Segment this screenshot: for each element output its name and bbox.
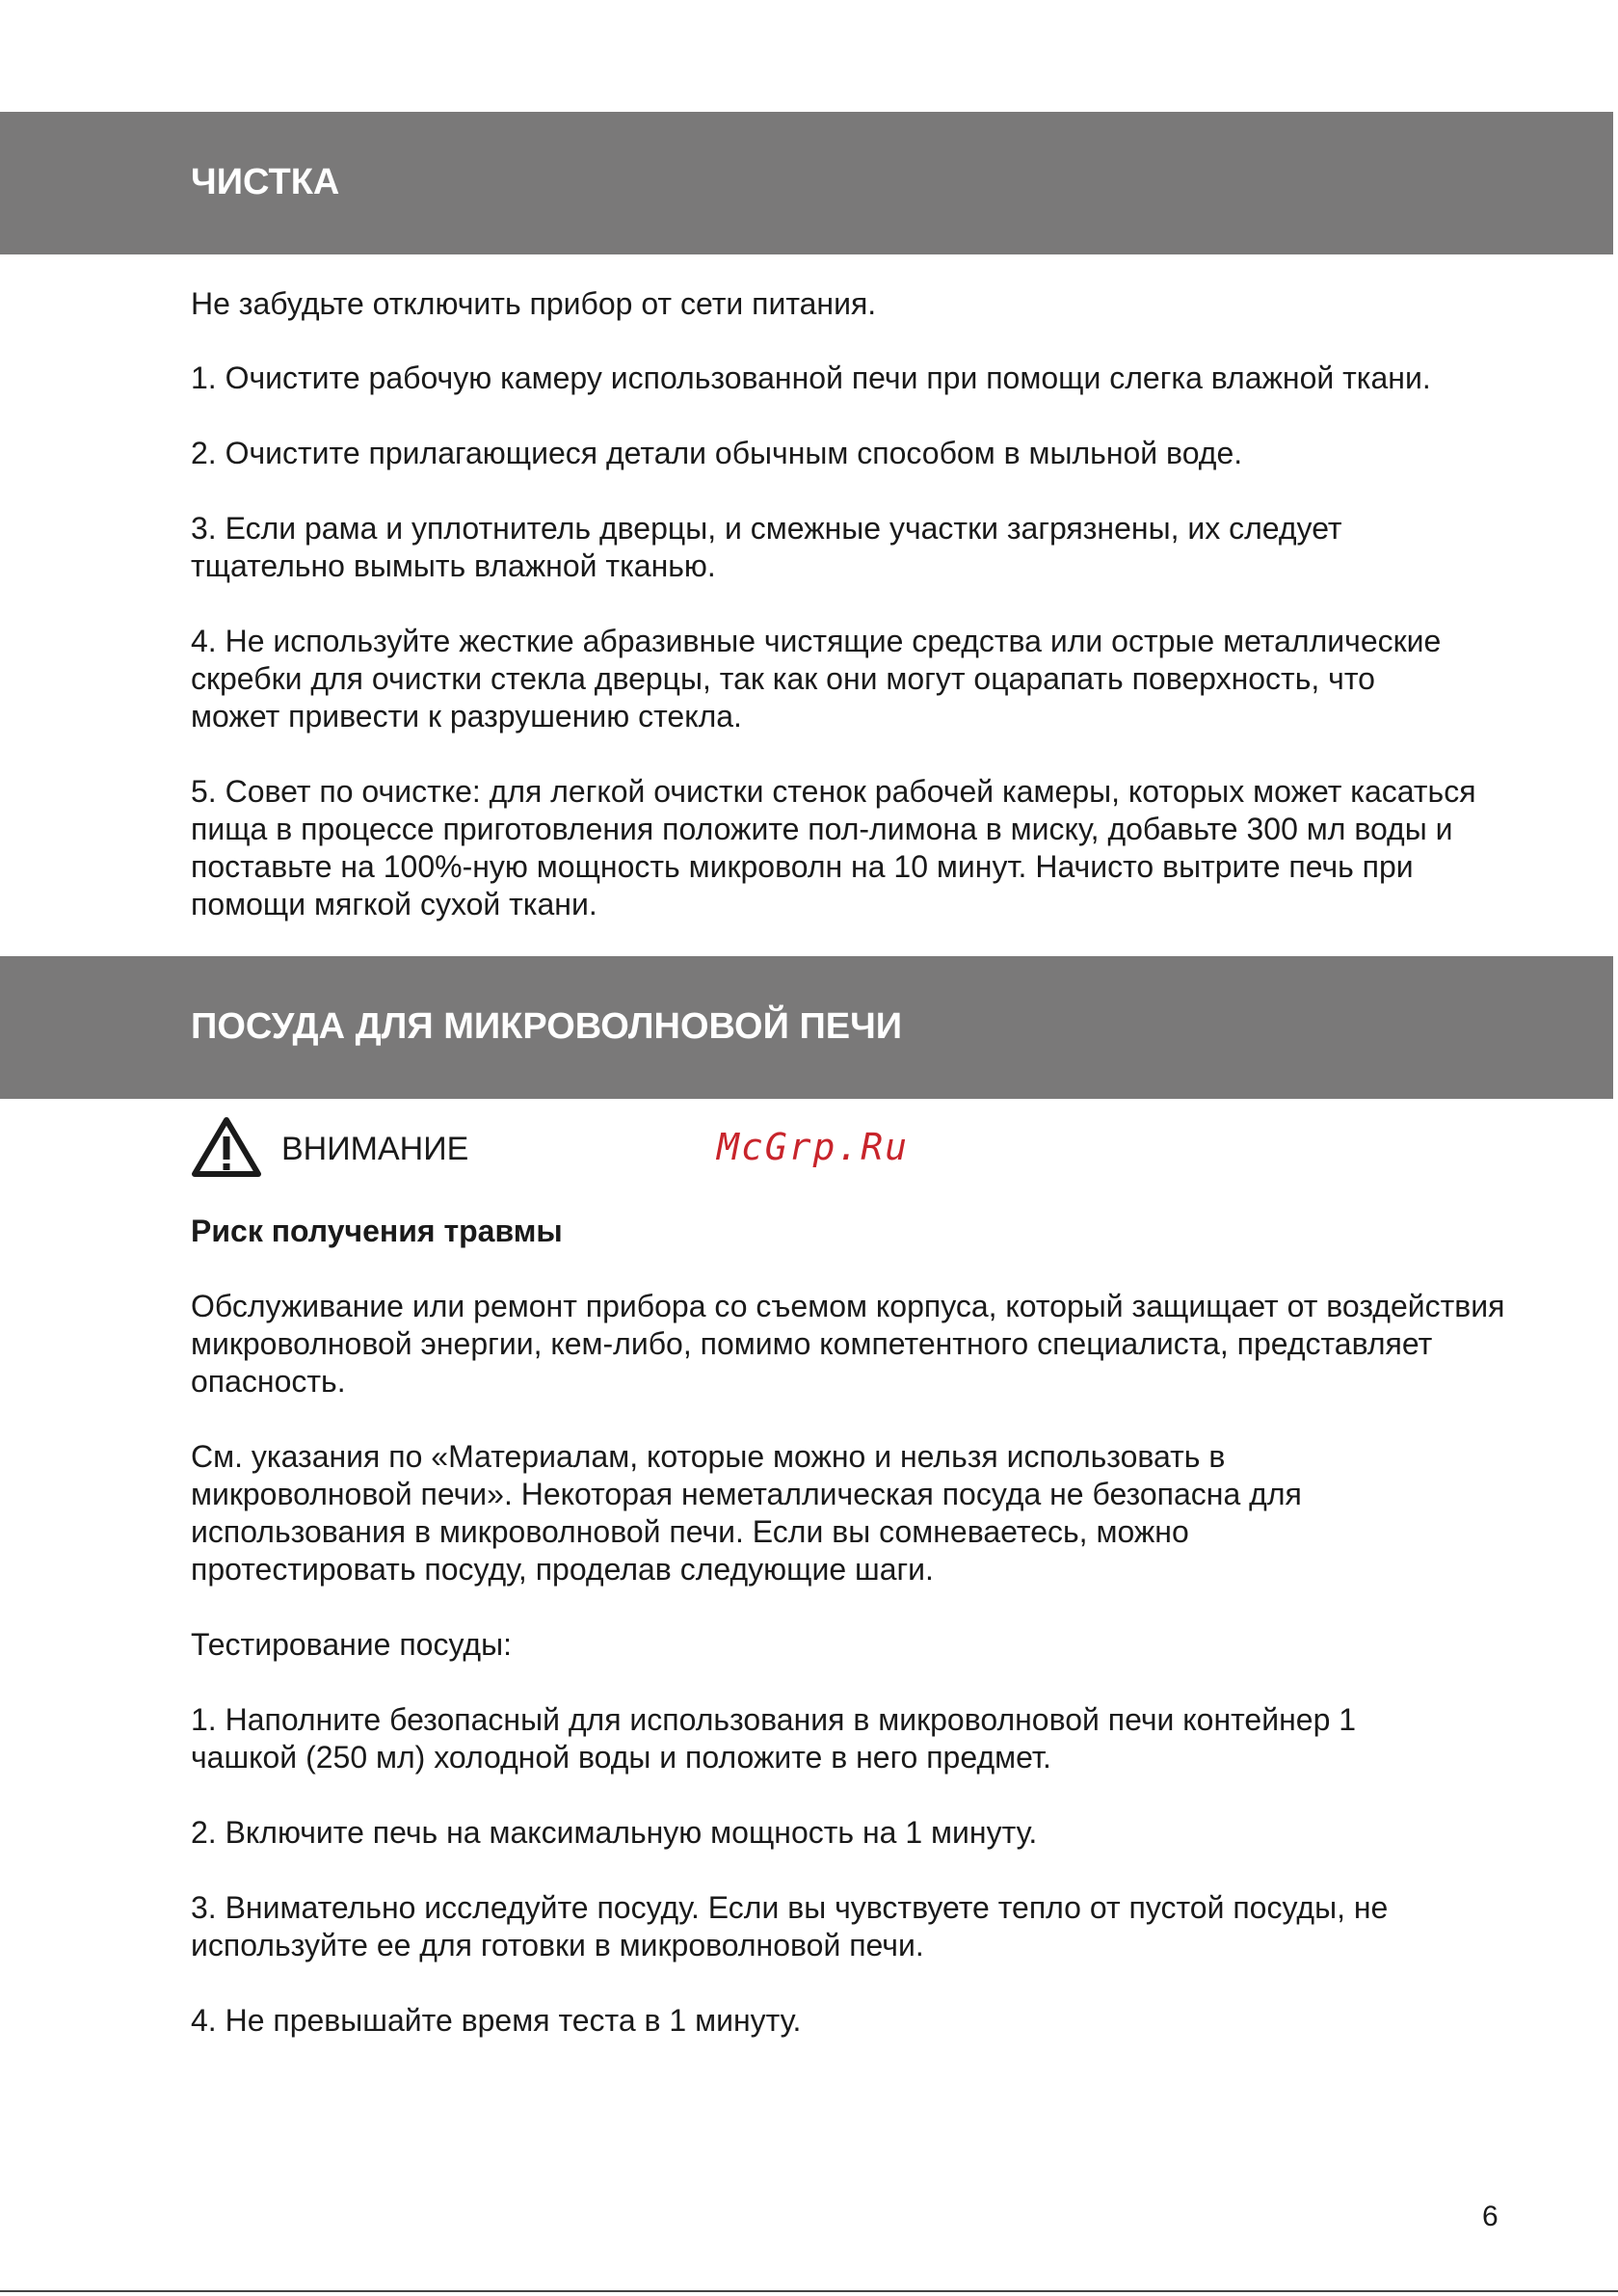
warning-row [191, 1115, 468, 1183]
cleaning-item-2: 2. Очистите прилагающиеся детали обычным способом в мыльной воде. [191, 436, 1243, 470]
cleaning-item-3: 3. Если рама и уплотнитель дверцы, и смежные участки загрязнены, их следует тщательно вымыть влажной тканью. [191, 511, 1342, 583]
bottom-rule [0, 2290, 1618, 2292]
section-title-cleaning: ЧИСТКА [191, 162, 340, 202]
cleaning-item-4: 4. Не используйте жесткие абразивные чистящие средства или острые металлические скребки для очистки стекла дверцы, так как они могут оцарапать поверхность, что может привести к разрушению стекла. [191, 624, 1442, 734]
test-step-4: 4. Не превышайте время теста в 1 минуту. [191, 2003, 802, 2038]
test-step-2: 2. Включите печь на максимальную мощность на 1 минуту. [191, 1815, 1038, 1850]
page-number: 6 [1482, 2201, 1499, 2232]
risk-heading: Риск получения травмы [191, 1214, 563, 1248]
warning-label: ВНИМАНИЕ [281, 1130, 469, 1167]
cleaning-intro: Не забудьте отключить прибор от сети питания. [191, 286, 877, 321]
cleaning-item-5: 5. Совет по очистке: для легкой очистки стенок рабочей камеры, которых может касаться пища в процессе приготовления положите пол-лимона в миску, добавьте 300 мл воды и поставьте на 100%-ную мощность микроволн на 10 минут. Начисто вытрите печь при помощи мягкой сухой ткани. [191, 774, 1476, 921]
test-step-3: 3. Внимательно исследуйте посуду. Если вы чувствуете тепло от пустой посуды, не используйте ее для готовки в микроволновой печи. [191, 1890, 1389, 1962]
cleaning-item-1: 1. Очистите рабочую камеру использованной печи при помощи слегка влажной ткани. [191, 360, 1431, 395]
section-header-cookware [0, 956, 1613, 1099]
test-heading: Тестирование посуды: [191, 1627, 512, 1662]
warning-triangle-icon [191, 1115, 262, 1184]
cookware-paragraph-2: См. указания по «Материалам, которые можно и нельзя использовать в микроволновой печи». Некоторая неметаллическая посуда не безопасна для использования в микроволновой печи. Если вы сомневаетесь, можно протестировать посуду, проделав следующие шаги. [191, 1439, 1302, 1587]
cookware-paragraph-1: Обслуживание или ремонт прибора со съемом корпуса, который защищает от воздействия микроволновой энергии, кем-либо, помимо компетентного специалиста, представляет опасность. [191, 1289, 1505, 1399]
watermark-logo: McGrp.Ru [717, 1126, 910, 1168]
section-header-cleaning [0, 112, 1613, 254]
test-step-1: 1. Наполните безопасный для использования в микроволновой печи контейнер 1 чашкой (250 мл) холодной воды и положите в него предмет. [191, 1702, 1357, 1775]
section-title-cookware: ПОСУДА ДЛЯ МИКРОВОЛНОВОЙ ПЕЧИ [191, 1006, 903, 1047]
